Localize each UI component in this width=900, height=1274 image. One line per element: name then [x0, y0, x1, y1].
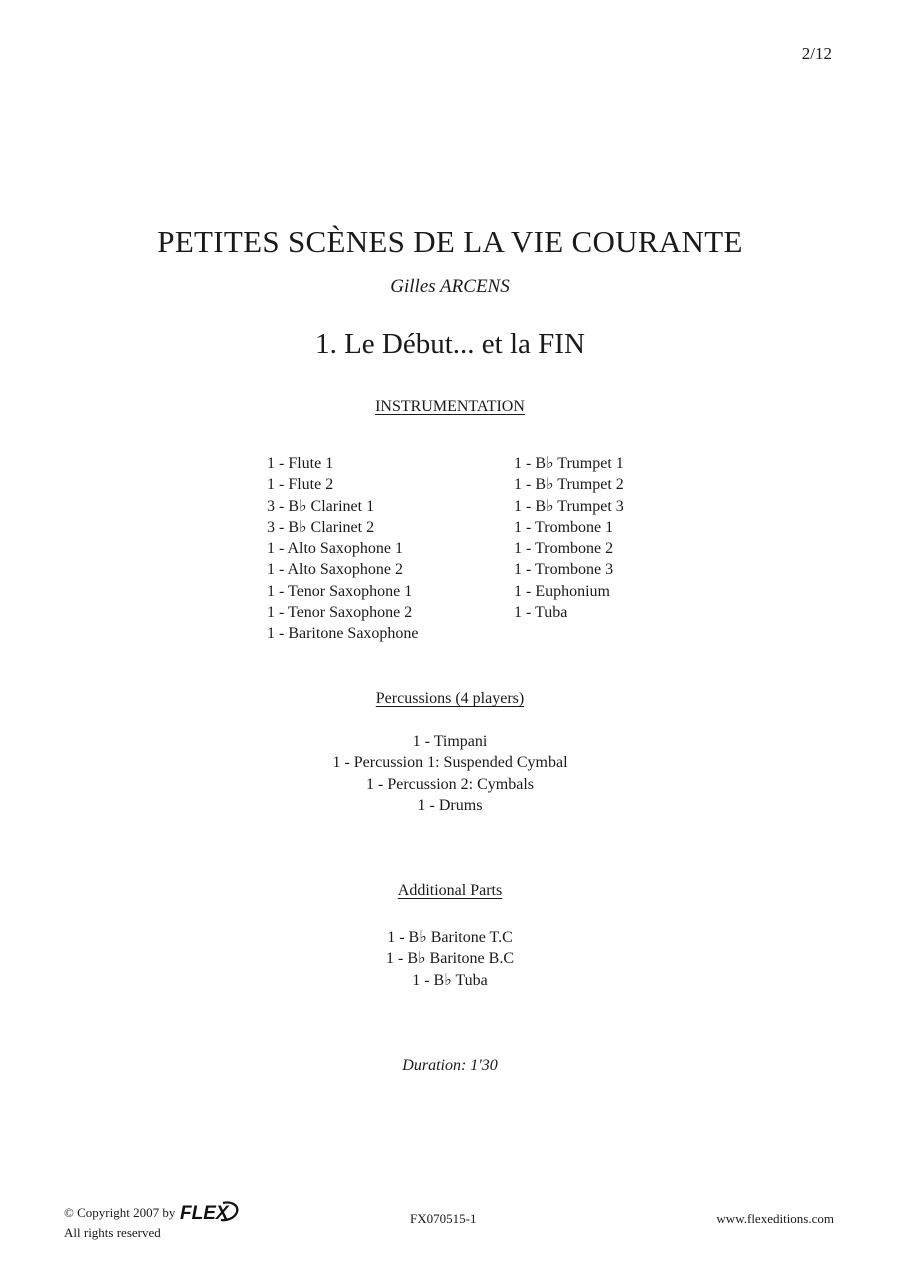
instrument-item: 1 - Alto Saxophone 1 [267, 540, 403, 558]
work-title: PETITES SCÈNES DE LA VIE COURANTE [157, 224, 743, 259]
percussion-list [0, 731, 900, 816]
copyright-block [64, 1200, 243, 1241]
percussion-item: 1 - Percussion 1: Suspended Cymbal [332, 754, 568, 772]
copyright-text: © Copyright 2007 by [64, 1204, 176, 1220]
percussion-item: 1 - Drums [417, 796, 483, 814]
percussion-item: 1 - Percussion 2: Cymbals [366, 775, 534, 793]
instrument-item: 1 - Trombone 2 [514, 540, 614, 558]
instrument-item: 1 - Flute 2 [267, 476, 334, 494]
instrument-item: 1 - B♭ Trumpet 2 [514, 476, 624, 494]
instrument-item: 1 - Tuba [514, 604, 568, 622]
instrument-item: 1 - B♭ Trumpet 3 [514, 497, 624, 515]
instrument-item: 3 - B♭ Clarinet 1 [267, 497, 375, 515]
instrument-item: 1 - B♭ Trumpet 1 [514, 455, 624, 472]
instrument-item: 3 - B♭ Clarinet 2 [267, 518, 375, 536]
instrument-item: 1 - Tenor Saxophone 1 [267, 582, 413, 600]
instrument-item: 1 - Baritone Saxophone [267, 625, 419, 643]
page-number: 2/12 [801, 44, 832, 63]
instrument-item: 1 - Alto Saxophone 2 [267, 561, 403, 579]
instrument-item: 1 - Euphonium [514, 582, 610, 600]
percussion-item: 1 - Timpani [412, 733, 488, 750]
instrumentation-heading: INSTRUMENTATION [375, 398, 525, 415]
additional-part-item: 1 - B♭ Baritone T.C [387, 929, 513, 946]
duration: Duration: 1'30 [402, 1057, 498, 1074]
instrument-item: 1 - Flute 1 [267, 455, 334, 472]
instrument-item: 1 - Trombone 1 [514, 518, 614, 536]
instrument-list-left [267, 453, 419, 645]
instrument-item: 1 - Tenor Saxophone 2 [267, 604, 413, 622]
additional-part-item: 1 - B♭ Baritone B.C [386, 950, 514, 968]
flex-logo-icon [179, 1200, 243, 1224]
instrument-item: 1 - Trombone 3 [514, 561, 614, 579]
composer-name: Gilles ARCENS [390, 276, 510, 297]
movement-title: 1. Le Début... et la FIN [315, 328, 585, 360]
additional-parts-list [0, 927, 900, 991]
flex-logo-text: FLEX [180, 1203, 229, 1224]
instrument-list-right [514, 453, 624, 623]
additional-part-item: 1 - B♭ Tuba [412, 971, 488, 989]
additional-parts-heading: Additional Parts [397, 882, 503, 899]
rights-text: All rights reserved [64, 1225, 161, 1240]
website-link[interactable]: www.flexeditions.com [716, 1211, 834, 1226]
percussions-heading: Percussions (4 players) [375, 690, 525, 707]
catalog-code: FX070515-1 [410, 1211, 477, 1226]
